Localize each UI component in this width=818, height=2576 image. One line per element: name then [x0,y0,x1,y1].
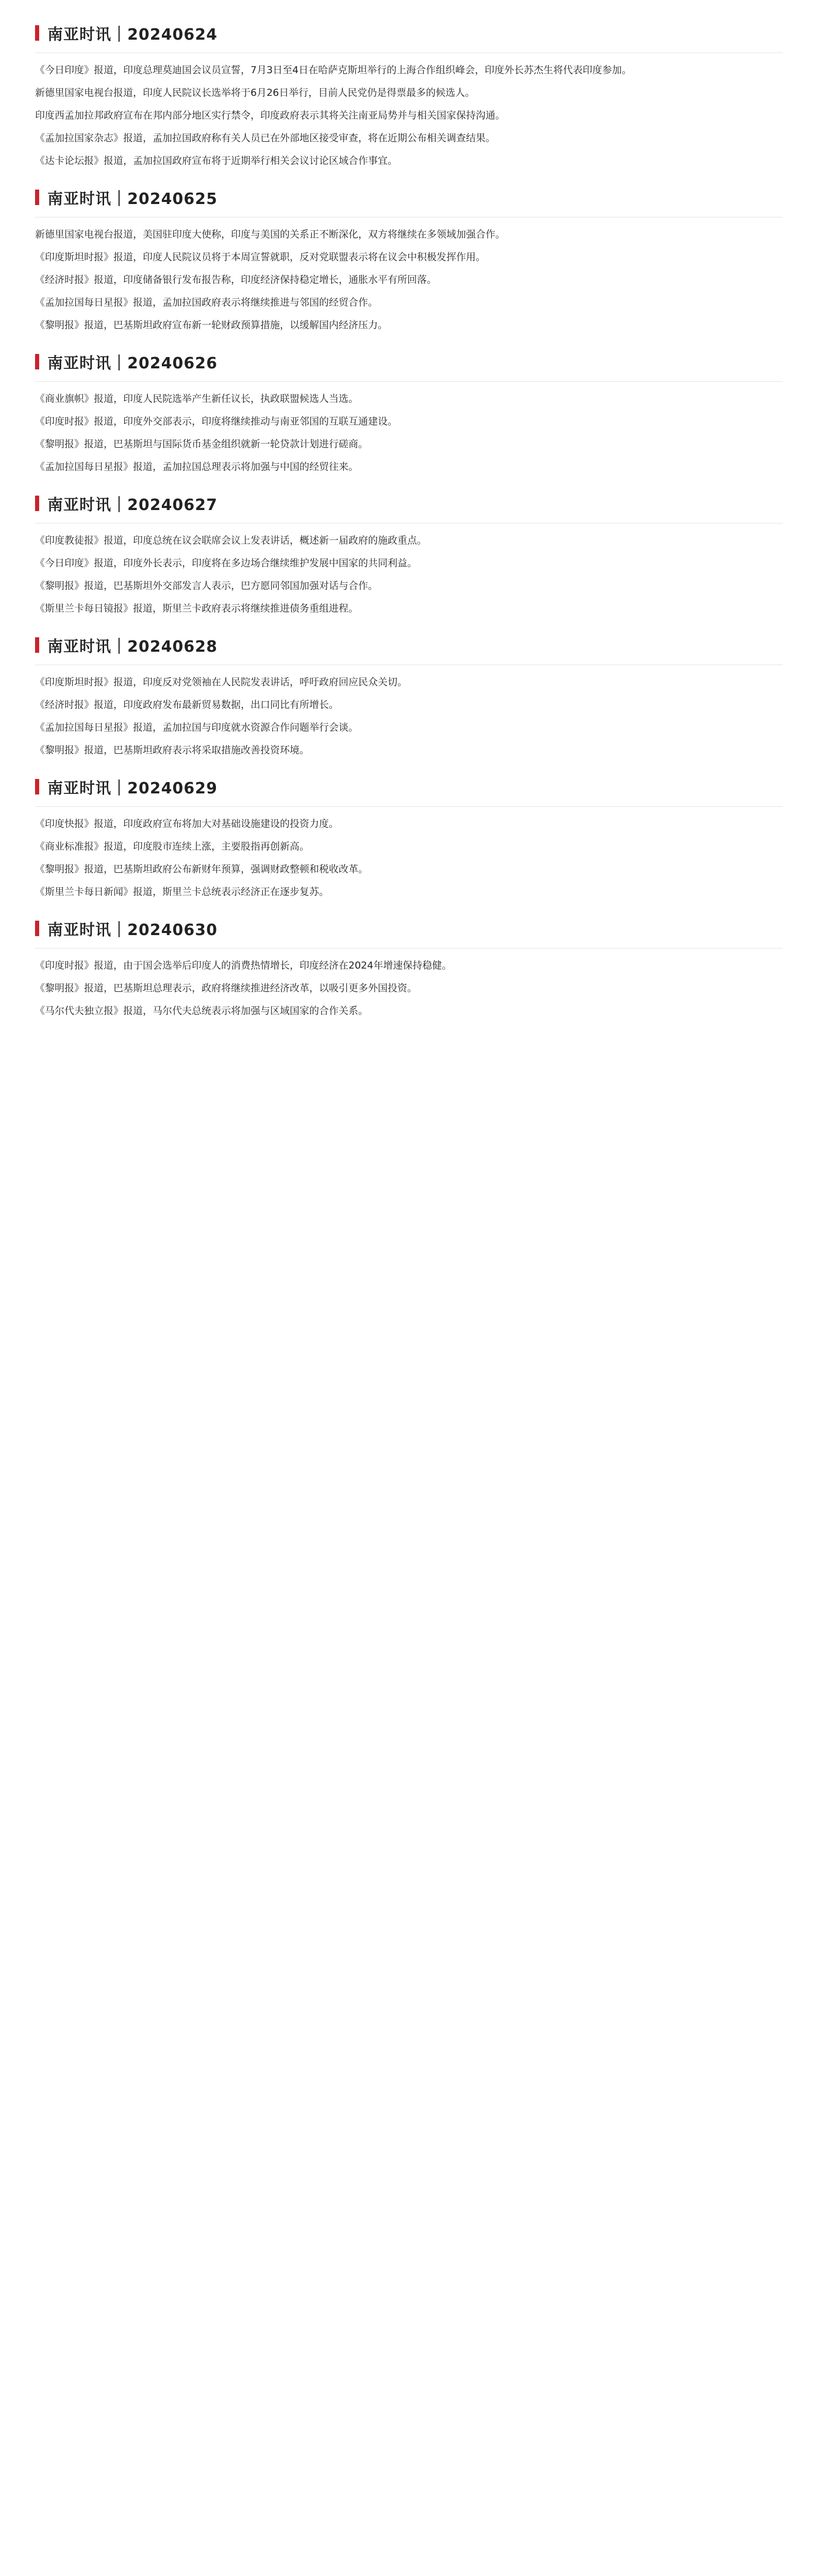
news-paragraph: 《今日印度》报道，印度外长表示，印度将在多边场合继续维护发展中国家的共同利益。 [35,557,418,569]
news-paragraph: 《商业旗帜》报道，印度人民院选举产生新任议长，执政联盟候选人当选。 [35,393,359,404]
news-paragraph: 《印度斯坦时报》报道，印度人民院议员将于本周宣誓就职，反对党联盟表示将在议会中积极发挥作用。 [35,251,486,263]
news-paragraph: 《黎明报》报道，巴基斯坦外交部发言人表示，巴方愿同邻国加强对话与合作。 [35,580,378,591]
news-paragraph: 《达卡论坛报》报道，孟加拉国政府宣布将于近期举行相关会议讨论区域合作事宜。 [35,155,398,166]
news-paragraph: 《斯里兰卡每日镜报》报道，斯里兰卡政府表示将继续推进债务重组进程。 [35,603,359,614]
news-paragraph: 《马尔代夫独立报》报道，马尔代夫总统表示将加强与区域国家的合作关系。 [35,1005,369,1016]
news-section-0625 [35,180,783,333]
section-header [35,911,783,948]
news-paragraph: 《黎明报》报道，巴基斯坦政府表示将采取措施改善投资环境。 [35,744,310,756]
section-title: 南亚时讯｜20240629 [47,779,218,798]
section-header [35,486,783,523]
news-section-0629 [35,769,783,900]
news-section-0626 [35,344,783,474]
news-paragraph: 《商业标准报》报道，印度股市连续上涨，主要股指再创新高。 [35,841,310,852]
news-paragraph: 《孟加拉国每日星报》报道，孟加拉国政府表示将继续推进与邻国的经贸合作。 [35,297,378,308]
news-paragraph: 《印度时报》报道，印度外交部表示，印度将继续推动与南亚邻国的互联互通建设。 [35,416,398,427]
news-paragraph: 新德里国家电视台报道，印度人民院议长选举将于6月26日举行，目前人民党仍是得票最多的候选人。 [35,87,475,98]
section-title: 南亚时讯｜20240627 [47,496,218,514]
section-title: 南亚时讯｜20240628 [47,638,218,656]
news-paragraph: 《今日印度》报道，印度总理莫迪国会议员宣誓，7月3日至4日在哈萨克斯坦举行的上海合作组织峰会，印度外长苏杰生将代表印度参加。 [35,64,632,76]
news-section-0624 [35,15,783,168]
section-marker-bar [35,637,39,653]
section-header [35,180,783,217]
section-header [35,769,783,807]
news-paragraph: 印度西孟加拉邦政府宣布在邦内部分地区实行禁令，印度政府表示其将关注南亚局势并与相关国家保持沟通。 [35,110,506,121]
news-section-0630 [35,911,783,1019]
news-paragraph: 《印度教徒报》报道，印度总统在议会联席会议上发表讲话，概述新一届政府的施政重点。 [35,535,427,546]
news-section-0627 [35,486,783,616]
section-marker-bar [35,496,39,511]
section-marker-bar [35,190,39,205]
section-marker-bar [35,25,39,41]
section-header [35,344,783,382]
news-paragraph: 《经济时报》报道，印度政府发布最新贸易数据，出口同比有所增长。 [35,699,339,710]
section-marker-bar [35,921,39,936]
news-paragraph: 《黎明报》报道，巴基斯坦政府宣布新一轮财政预算措施，以缓解国内经济压力。 [35,319,388,331]
news-paragraph: 《黎明报》报道，巴基斯坦总理表示，政府将继续推进经济改革，以吸引更多外国投资。 [35,982,418,994]
section-title: 南亚时讯｜20240630 [47,921,218,939]
news-paragraph: 《经济时报》报道，印度储备银行发布报告称，印度经济保持稳定增长，通胀水平有所回落。 [35,274,437,285]
news-paragraph: 《孟加拉国每日星报》报道，孟加拉国总理表示将加强与中国的经贸往来。 [35,461,359,472]
news-paragraph: 《印度快报》报道，印度政府宣布将加大对基础设施建设的投资力度。 [35,818,339,829]
news-paragraph: 《黎明报》报道，巴基斯坦政府公布新财年预算，强调财政整顿和税收改革。 [35,863,369,875]
news-paragraph: 新德里国家电视台报道，美国驻印度大使称，印度与美国的关系正不断深化，双方将继续在多领域加强合作。 [35,229,506,240]
section-header [35,15,783,53]
news-paragraph: 《斯里兰卡每日新闻》报道，斯里兰卡总统表示经济正在逐步复苏。 [35,886,329,897]
news-paragraph: 《印度斯坦时报》报道，印度反对党领袖在人民院发表讲话，呼吁政府回应民众关切。 [35,676,408,688]
section-title: 南亚时讯｜20240625 [47,190,218,208]
section-title: 南亚时讯｜20240626 [47,354,218,372]
section-title: 南亚时讯｜20240624 [47,26,218,44]
news-paragraph: 《孟加拉国家杂志》报道，孟加拉国政府称有关人员已在外部地区接受审查，将在近期公布相关调查结果。 [35,132,496,144]
article-page [0,0,818,1050]
news-paragraph: 《印度时报》报道，由于国会选举后印度人的消费热情增长，印度经济在2024年增速保持稳健。 [35,960,452,971]
section-header [35,628,783,665]
news-section-0628 [35,628,783,758]
section-marker-bar [35,354,39,369]
section-marker-bar [35,779,39,794]
news-paragraph: 《孟加拉国每日星报》报道，孟加拉国与印度就水资源合作问题举行会谈。 [35,722,359,733]
news-paragraph: 《黎明报》报道，巴基斯坦与国际货币基金组织就新一轮贷款计划进行磋商。 [35,438,369,450]
